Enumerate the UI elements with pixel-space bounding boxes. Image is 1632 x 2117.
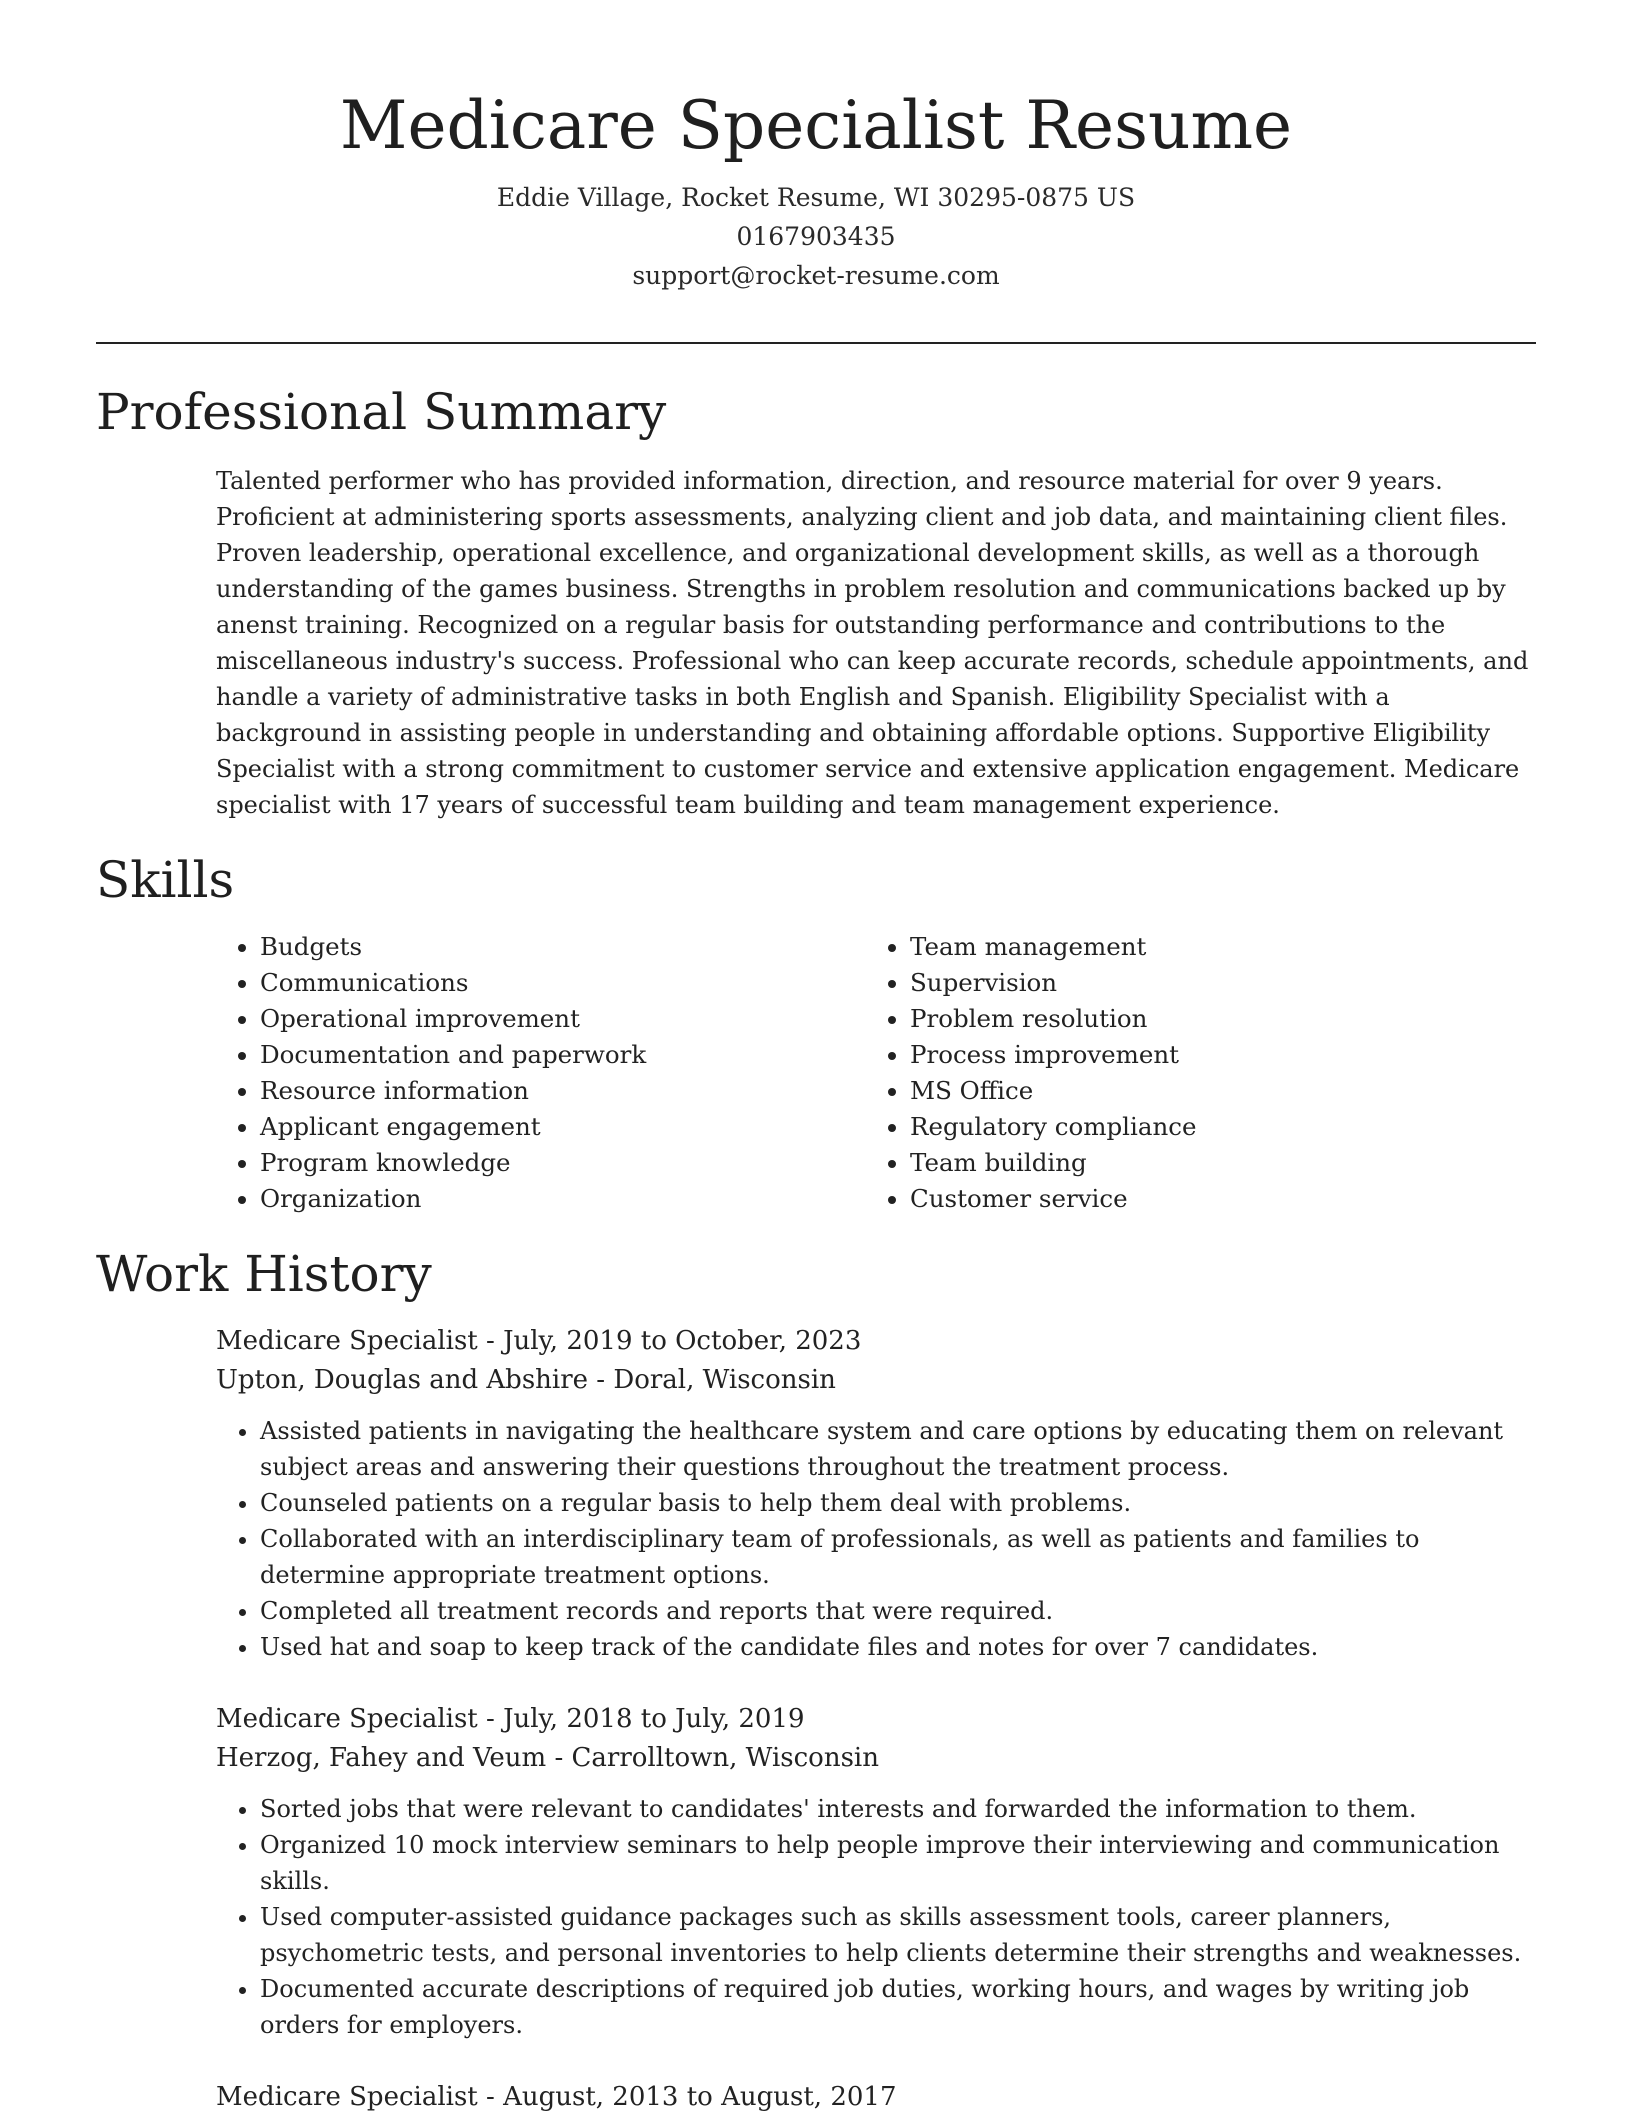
- skill-item: • Customer service: [910, 1181, 1510, 1217]
- skills-heading: Skills: [96, 851, 235, 909]
- job-bullet: • Used computer-assisted guidance packages such as skills assessment tools, career planners, psychometric tests, and personal inventories to help clients determine their strengths and weaknesses.: [260, 1899, 1536, 1971]
- job-entry: [216, 1322, 1536, 1665]
- job-bullet: • Counseled patients on a regular basis to help them deal with problems.: [260, 1485, 1536, 1521]
- skill-item: • Team building: [910, 1145, 1510, 1181]
- skill-item: • Budgets: [260, 929, 860, 965]
- contact-block: [96, 178, 1536, 295]
- job-bullet-list: [216, 1413, 1536, 1665]
- skill-item: • Operational improvement: [260, 1001, 860, 1037]
- skill-item: • Problem resolution: [910, 1001, 1510, 1037]
- job-company-line: Herzog, Fahey and Veum - Carrolltown, Wisconsin: [216, 1743, 879, 1773]
- job-bullet: • Assisted patients in navigating the healthcare system and care options by educating them on relevant subject areas and answering their questions throughout the treatment process.: [260, 1413, 1536, 1485]
- skill-item: • MS Office: [910, 1073, 1510, 1109]
- job-bullet: • Completed all treatment records and reports that were required.: [260, 1593, 1536, 1629]
- work-history-heading: Work History: [96, 1245, 432, 1303]
- skill-item: • Regulatory compliance: [910, 1109, 1510, 1145]
- skill-item: • Resource information: [260, 1073, 860, 1109]
- skill-item: • Process improvement: [910, 1037, 1510, 1073]
- job-bullet: • Organized 10 mock interview seminars to help people improve their interviewing and communication skills.: [260, 1827, 1536, 1899]
- job-bullet-list: [216, 1791, 1536, 2043]
- contact-address: Eddie Village, Rocket Resume, WI 30295-0875 US: [496, 183, 1136, 212]
- job-entry: [216, 2078, 1536, 2117]
- skills-list-left: [216, 929, 860, 1217]
- skill-item: • Organization: [260, 1181, 860, 1217]
- job-entry: [216, 1700, 1536, 2043]
- summary-text: Talented performer who has provided information, direction, and resource material for over 9 years. Proficient at administering sports assessments, analyzing client and job data, and maintaining client files. Proven leadership, operational excellence, and organizational development skills, as well as a thorough understanding of the games business. Strengths in problem resolution and communications backed up by anenst training. Recognized on a regular basis for outstanding performance and contributions to the miscellaneous industry's success. Professional who can keep accurate records, schedule appointments, and handle a variety of administrative tasks in both English and Spanish. Eligibility Specialist with a background in assisting people in understanding and obtaining affordable options. Supportive Eligibility Specialist with a strong commitment to customer service and extensive application engagement. Medicare specialist with 17 years of successful team building and team management experience.: [216, 467, 1529, 819]
- job-title-line: Medicare Specialist - August, 2013 to August, 2017: [216, 2082, 897, 2112]
- skill-item: • Supervision: [910, 965, 1510, 1001]
- skill-item: • Applicant engagement: [260, 1109, 860, 1145]
- resume-header: [96, 84, 1536, 295]
- header-divider: [96, 342, 1536, 344]
- job-bullet: • Used hat and soap to keep track of the candidate files and notes for over 7 candidates.: [260, 1629, 1536, 1665]
- contact-phone: 0167903435: [736, 222, 896, 251]
- job-title-line: Medicare Specialist - July, 2019 to October, 2023: [216, 1326, 862, 1356]
- contact-email: support@rocket-resume.com: [632, 261, 1000, 290]
- job-bullet: • Collaborated with an interdisciplinary team of professionals, as well as patients and families to determine appropriate treatment options.: [260, 1521, 1536, 1593]
- skill-item: • Team management: [910, 929, 1510, 965]
- job-bullet: • Documented accurate descriptions of required job duties, working hours, and wages by writing job orders for employers.: [260, 1971, 1536, 2043]
- job-bullet: • Sorted jobs that were relevant to candidates' interests and forwarded the information to them.: [260, 1791, 1536, 1827]
- skill-item: • Program knowledge: [260, 1145, 860, 1181]
- skill-item: • Documentation and paperwork: [260, 1037, 860, 1073]
- skill-item: • Communications: [260, 965, 860, 1001]
- summary-heading: Professional Summary: [96, 383, 667, 441]
- job-company-line: Upton, Douglas and Abshire - Doral, Wisconsin: [216, 1365, 836, 1395]
- job-title-line: Medicare Specialist - July, 2018 to July, 2019: [216, 1704, 805, 1734]
- skills-list-right: [866, 929, 1510, 1217]
- resume-title: Medicare Specialist Resume: [339, 87, 1293, 164]
